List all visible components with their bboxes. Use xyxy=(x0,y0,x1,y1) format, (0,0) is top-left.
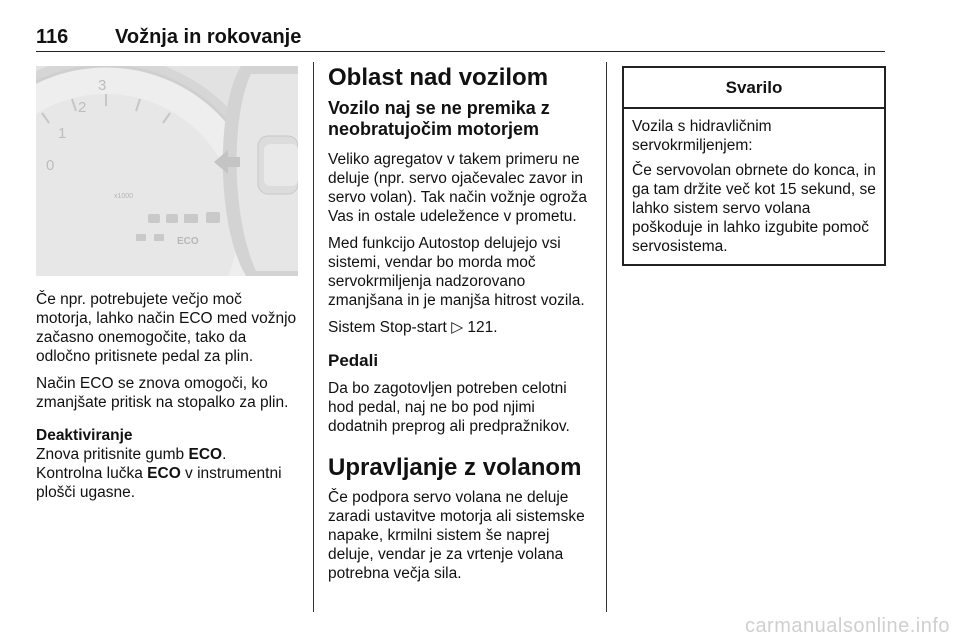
watermark: carmanualsonline.info xyxy=(744,615,950,637)
col2-paragraph-pedals: Da bo zagotovljen potreben celotni hod pedal, naj ne bo pod njimi dodatnih preprog ali predpražnikov. xyxy=(328,380,570,435)
warning-body xyxy=(624,109,884,264)
warning-title: Svarilo xyxy=(624,68,884,109)
subheading-engine-off: Vozilo naj se ne premika z neobratujočim motorjem xyxy=(328,98,550,139)
column-2 xyxy=(328,62,594,591)
col1-paragraph-1: Če npr. potrebujete večjo moč motorja, lahko način ECO med vožnjo začasno onemogočite, tako da odločno pritisnete pedal za plin. xyxy=(36,291,297,365)
column-divider-left xyxy=(313,62,314,612)
deactivation-line2-post: v instrumentni plošči ugasne. xyxy=(36,465,282,501)
dial-number-3: 3 xyxy=(98,77,107,94)
oil-warning-icon xyxy=(148,214,160,223)
deactivation-text xyxy=(36,445,298,502)
col2-paragraph-steering: Če podpora servo volana ne deluje zaradi ustavitve motorja ali sistemske napake, krmilni sistem še naprej deluje, vendar je za vrtenje volana potrebna večja sila. xyxy=(328,489,585,582)
dial-number-0: 0 xyxy=(46,157,55,174)
rpm-label: x1000 xyxy=(114,193,134,200)
chapter-title: Vožnja in rokovanje xyxy=(115,26,302,48)
battery-warning-icon xyxy=(184,214,198,223)
warning-paragraph-1: Vozila s hidravličnim servokrmiljenjem: xyxy=(632,118,772,154)
page-number: 116 xyxy=(36,26,69,48)
engine-warning-icon xyxy=(206,212,220,223)
stop-start-page-number: 121. xyxy=(463,319,498,336)
eco-lamp-label: ECO xyxy=(147,465,181,482)
page-reference-icon: ▷ xyxy=(451,319,464,336)
header-rule xyxy=(36,51,885,52)
col1-paragraph-2: Način ECO se znova omogoči, ko zmanjšate pritisk na stopalko za plin. xyxy=(36,375,289,411)
instrument-cluster-illustration xyxy=(36,66,298,276)
instrument-cluster-figure xyxy=(36,66,298,276)
warning-box xyxy=(622,66,886,266)
subheading-pedals: Pedali xyxy=(328,351,379,370)
warning-paragraph-2: Če servovolan obrnete do konca, in ga tam držite več kot 15 sekund, se lahko sistem servo volana poškoduje in lahko izgubite pomoč servosistema. xyxy=(632,162,876,255)
dial-number-2: 2 xyxy=(78,99,87,116)
stop-start-reference-text: Sistem Stop-start xyxy=(328,319,452,336)
section-heading-steering: Upravljanje z volanom xyxy=(328,454,582,481)
column-divider-right xyxy=(606,62,607,612)
deactivation-line1-post: . xyxy=(222,446,227,463)
column-1 xyxy=(36,62,298,502)
deactivation-line2-pre: Kontrolna lučka xyxy=(36,465,148,482)
deactivation-heading: Deaktiviranje xyxy=(36,427,133,444)
eco-button-label: ECO xyxy=(188,446,223,463)
deactivation-line1-pre: Znova pritisnite gumb xyxy=(36,446,189,463)
section-heading-vehicle-control: Oblast nad vozilom xyxy=(328,64,549,91)
dial-number-1: 1 xyxy=(58,125,67,142)
stop-start-reference xyxy=(328,318,594,337)
eco-indicator: ECO xyxy=(177,236,199,247)
coolant-warning-icon xyxy=(166,214,178,223)
col2-paragraph-2: Med funkcijo Autostop delujejo vsi sistemi, vendar bo morda moč servokrmiljenja nadzorovano zmanjšana in je manjša hitrost vozila. xyxy=(328,235,585,309)
column-3 xyxy=(622,62,886,266)
col2-paragraph-1: Veliko agregatov v takem primeru ne deluje (npr. servo ojačevalec zavor in servo volan). Tak način vožnje ogroža Vas in ostale udeležence v prometu. xyxy=(328,151,588,225)
